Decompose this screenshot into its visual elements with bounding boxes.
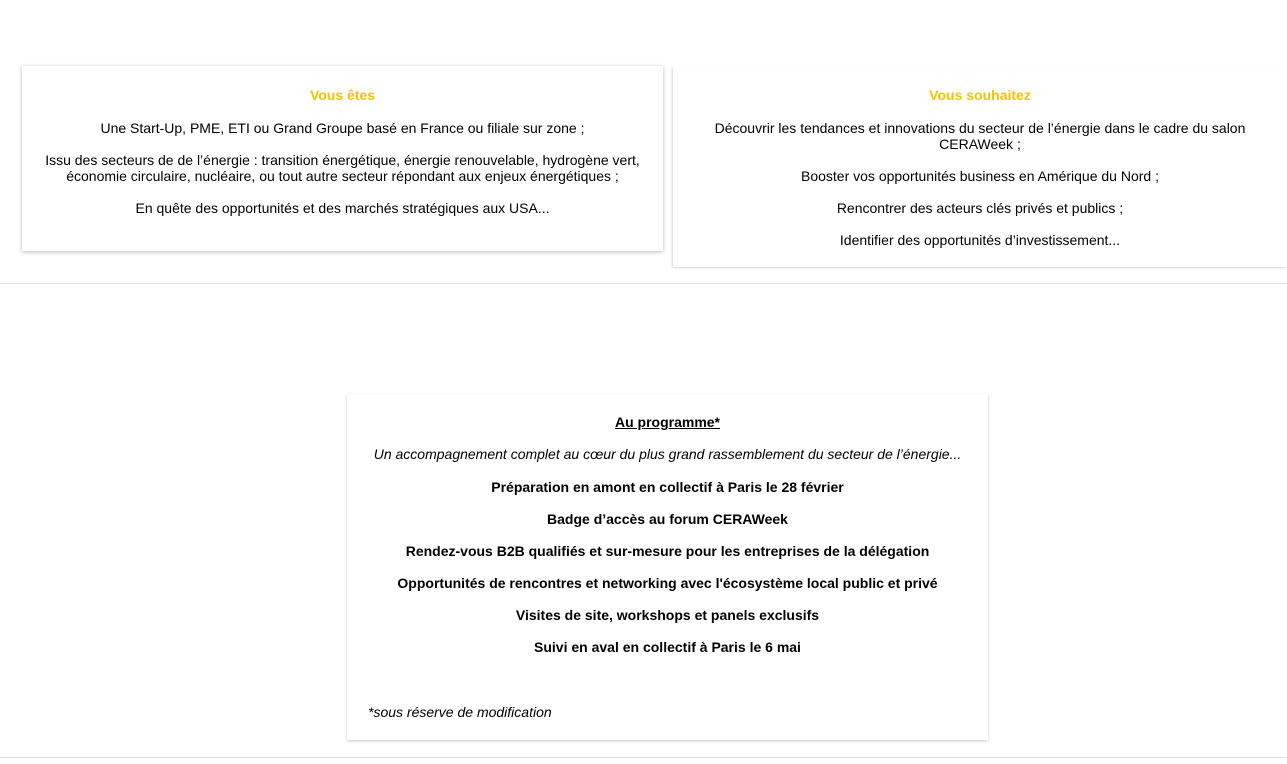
profile-item: En quête des opportunités et des marchés stratégiques aux USA... <box>135 200 550 216</box>
program-item: Suivi en aval en collectif à Paris le 6 mai <box>534 639 801 655</box>
program-item: Badge d’accès au forum CERAWeek <box>547 511 788 527</box>
profile-card <box>22 66 663 251</box>
goal-item: Booster vos opportunités business en Amérique du Nord ; <box>801 168 1159 184</box>
goal-item: Découvrir les tendances et innovations du secteur de l’énergie dans le cadre du salon CERAWeek ; <box>714 120 1246 152</box>
profile-item: Une Start-Up, PME, ETI ou Grand Groupe basé en France ou filiale sur zone ; <box>100 120 585 136</box>
section-divider <box>0 283 1287 284</box>
program-intro: Un accompagnement complet au cœur du plus grand rassemblement du secteur de l’énergie... <box>373 446 962 462</box>
program-item: Rendez-vous B2B qualifiés et sur-mesure pour les entreprises de la délégation <box>405 543 930 559</box>
goals-card <box>673 66 1287 267</box>
program-item: Préparation en amont en collectif à Paris le 28 février <box>491 479 844 495</box>
program-footnote: *sous réserve de modification <box>368 704 552 720</box>
profile-card-title: Vous êtes <box>309 87 376 103</box>
program-title: Au programme* <box>614 414 721 430</box>
program-card <box>347 394 988 740</box>
goal-item: Rencontrer des acteurs clés privés et publics ; <box>836 200 1124 216</box>
goals-card-title: Vous souhaitez <box>929 87 1031 103</box>
profile-item: Issu des secteurs de de l’énergie : transition énergétique, énergie renouvelable, hydrogène vert, économie circulaire, nucléaire, ou tout autre secteur répondant aux enjeux énergétiques ; <box>45 152 640 184</box>
goal-item: Identifier des opportunités d’investissement... <box>839 232 1121 248</box>
program-item: Opportunités de rencontres et networking avec l'écosystème local public et privé <box>397 575 938 591</box>
bottom-divider <box>0 757 1287 758</box>
program-item: Visites de site, workshops et panels exclusifs <box>515 607 820 623</box>
